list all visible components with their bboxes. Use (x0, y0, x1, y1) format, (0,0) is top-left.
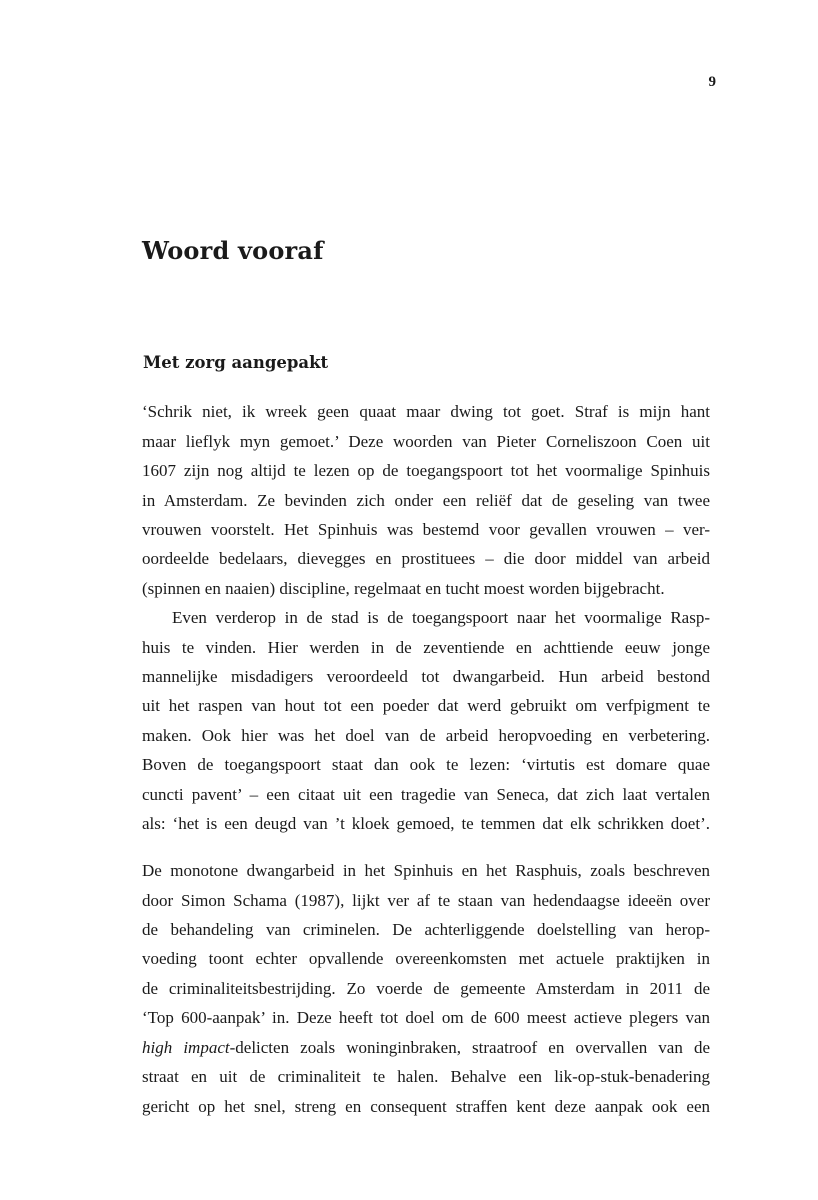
section-title: Met zorg aangepakt (143, 353, 329, 372)
text-line: oordeelde bedelaars, dievegges en prostituees – die door middel van arbeid (142, 549, 710, 568)
text-line: als: ‘het is een deugd van ’t kloek gemoed, te temmen dat elk schrikken doet’. (142, 814, 710, 833)
italic-phrase: high impact (142, 1038, 230, 1057)
text-line: de behandeling van criminelen. De achterliggende doelstelling van herop- (142, 920, 710, 939)
text-line: door Simon Schama (1987), lijkt ver af te staan van hedendaagse ideeën over (142, 891, 710, 910)
text-line: uit het raspen van hout tot een poeder dat werd gebruikt om verfpigment te (142, 696, 710, 715)
text-line: huis te vinden. Hier werden in de zeventiende en achttiende eeuw jonge (142, 638, 710, 657)
text-line: maar lieflyk myn gemoet.’ Deze woorden van Pieter Corneliszoon Coen uit (142, 432, 710, 451)
text-line: Even verderop in de stad is de toegangspoort naar het voormalige Rasp- (172, 608, 710, 627)
text-line: vrouwen voorstelt. Het Spinhuis was bestemd voor gevallen vrouwen – ver- (142, 520, 710, 539)
text-span: -delicten zoals woninginbraken, straatroof en overvallen van de (229, 1038, 710, 1057)
text-line: 1607 zijn nog altijd te lezen op de toegangspoort tot het voormalige Spinhuis (142, 461, 710, 480)
chapter-title: Woord vooraf (142, 236, 324, 265)
text-line: ‘Schrik niet, ik wreek geen quaat maar dwing tot goet. Straf is mijn hant (142, 402, 710, 421)
text-line: maken. Ook hier was het doel van de arbeid heropvoeding en verbetering. (142, 726, 710, 745)
text-line: (spinnen en naaien) discipline, regelmaat en tucht moest worden bijgebracht. (142, 579, 665, 598)
text-line: straat en uit de criminaliteit te halen. Behalve een lik-op-stuk-benadering (142, 1067, 710, 1086)
text-line-with-italic (142, 1039, 710, 1056)
text-line: gericht op het snel, streng en consequent straffen kent deze aanpak ook een (142, 1097, 710, 1116)
text-line: De monotone dwangarbeid in het Spinhuis en het Rasphuis, zoals beschreven (142, 861, 710, 880)
text-line: mannelijke misdadigers veroordeeld tot dwangarbeid. Hun arbeid bestond (142, 667, 710, 686)
text-line: Boven de toegangspoort staat dan ook te lezen: ‘virtutis est domare quae (142, 755, 710, 774)
text-line: in Amsterdam. Ze bevinden zich onder een reliëf dat de geseling van twee (142, 491, 710, 510)
text-line: de criminaliteitsbestrijding. Zo voerde de gemeente Amsterdam in 2011 de (142, 979, 710, 998)
text-line: cuncti pavent’ – een citaat uit een tragedie van Seneca, dat zich laat vertalen (142, 785, 710, 804)
page-number: 9 (708, 74, 716, 90)
text-line: voeding toont echter opvallende overeenkomsten met actuele praktijken in (142, 949, 710, 968)
text-line: ‘Top 600-aanpak’ in. Deze heeft tot doel om de 600 meest actieve plegers van (142, 1008, 710, 1027)
